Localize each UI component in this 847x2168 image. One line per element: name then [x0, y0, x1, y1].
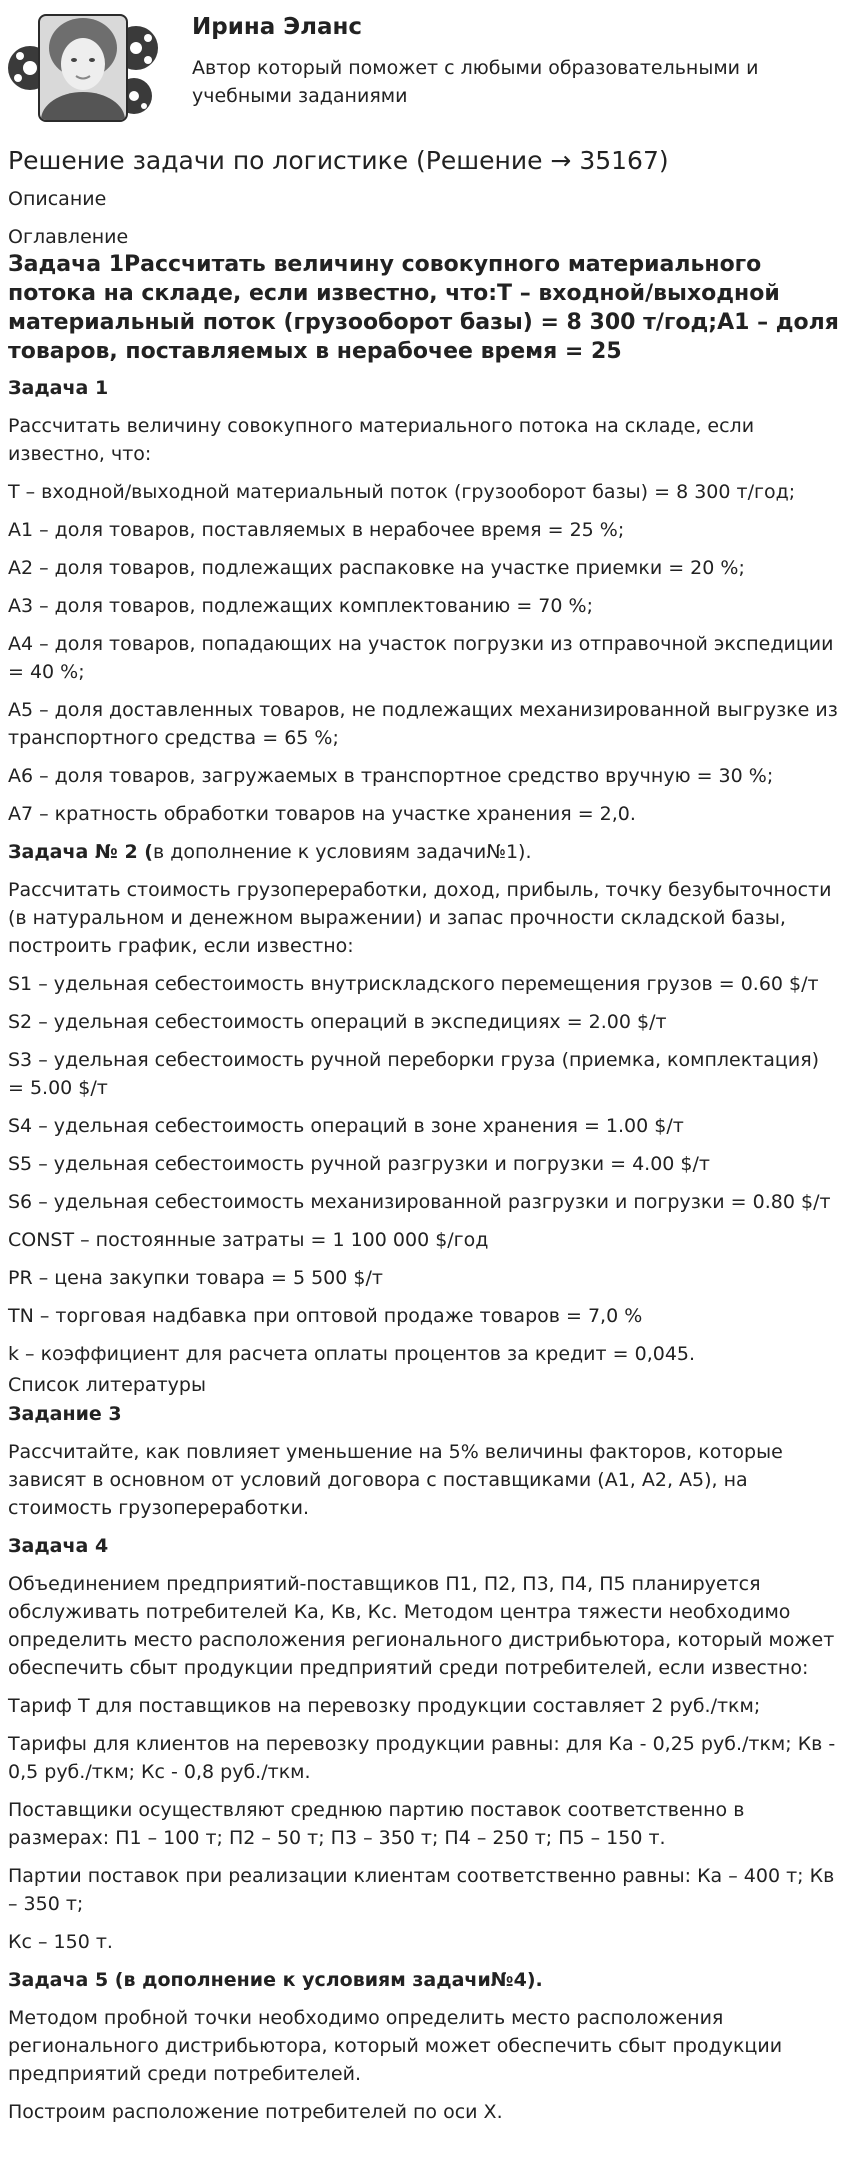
task2-line: S1 – удельная себестоимость внутрискладского перемещения грузов = 0.60 $/т — [8, 973, 819, 995]
task2-title-rest: в дополнение к условиям задачи№1). — [152, 841, 532, 863]
task1-line: А6 – доля товаров, загружаемых в транспортное средство вручную = 30 %; — [8, 765, 774, 787]
task2-line: k – коэффициент для расчета оплаты процентов за кредит = 0,045. — [8, 1343, 696, 1365]
task1-intro: Рассчитать величину совокупного материального потока на складе, если известно, что: — [8, 415, 755, 465]
task5-line: Методом пробной точки необходимо определить место расположения регионального дистрибьютора, который может обеспечить сбыт продукции предприятий среди потребителей. — [8, 2007, 783, 2085]
contents-label[interactable]: Оглавление — [8, 226, 129, 248]
task5-line: Построим расположение потребителей по оси Х. — [8, 2101, 503, 2123]
task4-line: Тариф Т для поставщиков на перевозку продукции составляет 2 руб./ткм; — [8, 1695, 761, 1717]
references-label[interactable]: Список литературы — [8, 1374, 206, 1396]
task2-title-bold: Задача № 2 ( — [8, 841, 153, 863]
task1-line: А5 – доля доставленных товаров, не подлежащих механизированной выгрузке из транспортного средства = 65 %; — [8, 699, 838, 749]
task4-line: Тарифы для клиентов на перевозку продукции равны: для Ка - 0,25 руб./ткм; Кв - 0,5 руб./ткм; Кс - 0,8 руб./ткм. — [8, 1733, 836, 1783]
task2-line: S6 – удельная себестоимость механизированной разгрузки и погрузки = 0.80 $/т — [8, 1191, 831, 1213]
author-card — [8, 4, 838, 134]
task2-intro: Рассчитать стоимость грузопереработки, доход, прибыль, точку безубыточности (в натуральном и денежном выражении) и запас прочности складской базы, построить график, если известно: — [8, 879, 832, 957]
task5-title: Задача 5 (в дополнение к условиям задачи№4). — [8, 1969, 543, 1991]
task1-line: А1 – доля товаров, поставляемых в нерабочее время = 25 %; — [8, 519, 625, 541]
task4-line: Объединением предприятий-поставщиков П1, П2, П3, П4, П5 планируется обслуживать потребителей Ка, Кв, Кс. Методом центра тяжести необходимо определить место расположения регионального дистрибьютора, который может обеспечить сбыт продукции предприятий среди потребителей, если известно: — [8, 1573, 835, 1679]
task1-line: А2 – доля товаров, подлежащих распаковке на участке приемки = 20 %; — [8, 557, 745, 579]
description-label[interactable]: Описание — [8, 188, 107, 210]
task2-line: CONST – постоянные затраты = 1 100 000 $/год — [8, 1229, 489, 1251]
task2-line: S4 – удельная себестоимость операций в зоне хранения = 1.00 $/т — [8, 1115, 684, 1137]
page-title: Решение задачи по логистике (Решение → 35167) — [8, 146, 669, 175]
author-name[interactable]: Ирина Эланс — [192, 14, 363, 40]
task2-line: S2 – удельная себестоимость операций в экспедициях = 2.00 $/т — [8, 1011, 667, 1033]
task2-line: PR – цена закупки товара = 5 500 $/т — [8, 1267, 383, 1289]
task1-title: Задача 1 — [8, 377, 109, 399]
task3-title: Задание 3 — [8, 1403, 122, 1425]
task1-line: А7 – кратность обработки товаров на участке хранения = 2,0. — [8, 803, 636, 825]
task-content — [8, 250, 840, 2136]
task1-line: Т – входной/выходной материальный поток (грузооборот базы) = 8 300 т/год; — [8, 481, 796, 503]
task4-line: Поставщики осуществляют среднюю партию поставок соответственно в размерах: П1 – 100 т; П2 – 50 т; П3 – 350 т; П4 – 250 т; П5 – 150 т. — [8, 1799, 745, 1849]
task2-line: S3 – удельная себестоимость ручной переборки груза (приемка, комплектация) = 5.00 $/т — [8, 1049, 820, 1099]
task4-title: Задача 4 — [8, 1535, 109, 1557]
task1-line: А3 – доля товаров, подлежащих комплектованию = 70 %; — [8, 595, 593, 617]
task3-text: Рассчитайте, как повлияет уменьшение на 5% величины факторов, которые зависят в основном от условий договора с поставщиками (А1, А2, А5), на стоимость грузопереработки. — [8, 1441, 783, 1519]
task2-line: S5 – удельная себестоимость ручной разгрузки и погрузки = 4.00 $/т — [8, 1153, 710, 1175]
task1-line: А4 – доля товаров, попадающих на участок погрузки из отправочной экспедиции = 40 %; — [8, 633, 834, 683]
author-avatar[interactable] — [8, 8, 158, 128]
task4-line: Кс – 150 т. — [8, 1931, 113, 1953]
task2-title — [8, 838, 840, 866]
task4-line: Партии поставок при реализации клиентам соответственно равны: Ка – 400 т; Кв – 350 т; — [8, 1865, 835, 1915]
author-description: Автор который поможет с любыми образовательными и учебными заданиями — [192, 57, 759, 107]
summary-heading: Задача 1Рассчитать величину совокупного материального потока на складе, если известно, что:Т – входной/выходной материальный поток (грузооборот базы) = 8 300 т/год;А1 – доля товаров, поставляемых в нерабочее время = 25 — [8, 252, 839, 364]
task2-line: TN – торговая надбавка при оптовой продаже товаров = 7,0 % — [8, 1305, 643, 1327]
